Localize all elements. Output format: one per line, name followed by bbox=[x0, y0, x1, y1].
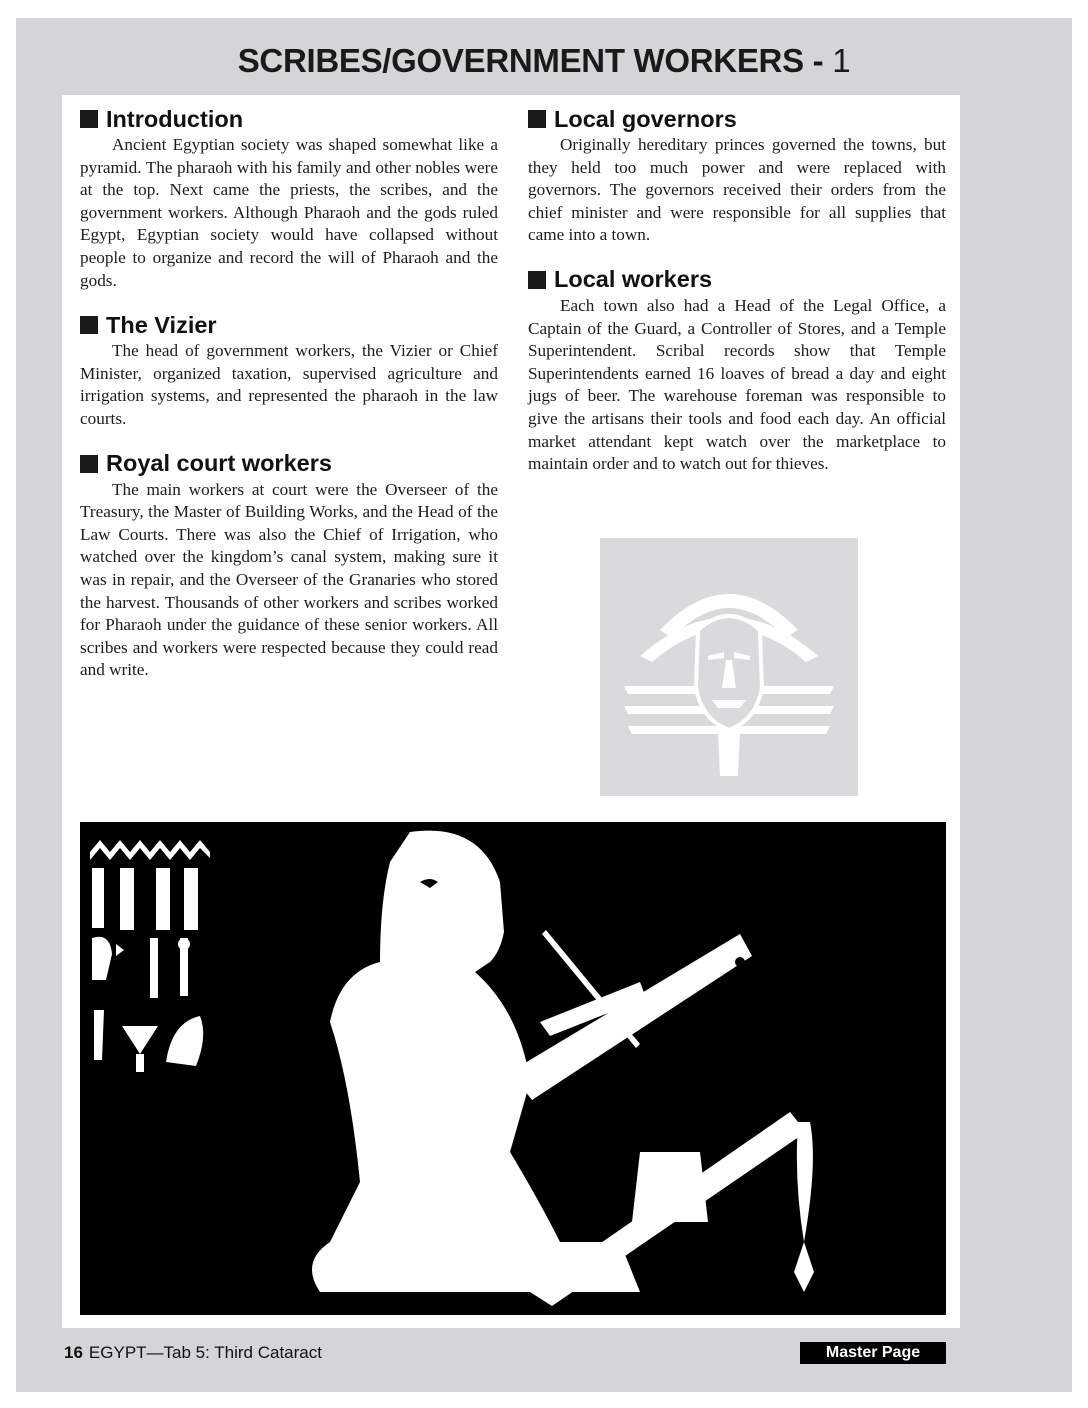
section-vizier bbox=[80, 310, 498, 430]
pharaoh-head-icon bbox=[600, 538, 858, 796]
right-column bbox=[528, 104, 946, 494]
section-local-workers bbox=[528, 265, 946, 476]
heading-text: The Vizier bbox=[106, 311, 217, 338]
section-heading bbox=[80, 104, 498, 134]
section-introduction bbox=[80, 104, 498, 292]
heading-text: Introduction bbox=[106, 105, 244, 132]
square-bullet-icon bbox=[528, 271, 546, 289]
section-heading bbox=[80, 310, 498, 340]
scribe-illustration bbox=[80, 822, 946, 1315]
book-title: EGYPT—Tab 5: Third Cataract bbox=[88, 1343, 322, 1362]
heading-text: Royal court workers bbox=[106, 450, 332, 477]
square-bullet-icon bbox=[80, 455, 98, 473]
section-body: Originally hereditary princes governed the towns, but they held too much power and were replaced with governors. The governors received their orders from the chief minister and were responsible for all supplies that came into a town. bbox=[528, 135, 946, 245]
section-heading bbox=[528, 104, 946, 134]
page-number: 16 bbox=[64, 1343, 83, 1362]
seated-scribe-icon bbox=[80, 822, 946, 1315]
section-body: Ancient Egyptian society was shaped somewhat like a pyramid. The pharaoh with his family and other nobles were at the top. Next came the priests, the scribes, and the government workers. Although Pharaoh and the gods ruled Egypt, Egyptian society would have collapsed without people to organize and record the will of Pharaoh and the gods. bbox=[80, 135, 498, 290]
left-column bbox=[80, 104, 498, 700]
section-royal-court bbox=[80, 449, 498, 682]
pharaoh-emblem bbox=[600, 538, 858, 796]
square-bullet-icon bbox=[80, 110, 98, 128]
page-title-text: SCRIBES/GOVERNMENT WORKERS - bbox=[237, 42, 833, 79]
section-body: The head of government workers, the Vizier or Chief Minister, organized taxation, supervised agriculture and irrigation systems, and represented the pharaoh in the law courts. bbox=[80, 341, 498, 428]
square-bullet-icon bbox=[80, 316, 98, 334]
page-title bbox=[16, 42, 1072, 80]
footer-book-info bbox=[64, 1343, 322, 1363]
section-heading bbox=[80, 449, 498, 479]
master-page-badge: Master Page bbox=[800, 1342, 946, 1364]
page-title-number: 1 bbox=[832, 42, 851, 79]
square-bullet-icon bbox=[528, 110, 546, 128]
section-local-governors bbox=[528, 104, 946, 247]
water-glyph bbox=[90, 840, 210, 860]
heading-text: Local workers bbox=[554, 266, 713, 293]
section-body: Each town also had a Head of the Legal Office, a Captain of the Guard, a Controller of Stores, and a Temple Superintendent. Scribal records show that Temple Superintendents earned 16 loaves of bread a day and eight jugs of beer. The warehouse foreman was responsible to give the artisans their tools and food each day. An official market attendant kept watch over the marketplace to maintain order and to watch out for thieves. bbox=[528, 295, 946, 474]
section-heading bbox=[528, 265, 946, 295]
section-body: The main workers at court were the Overseer of the Treasury, the Master of Building Works, and the Head of the Law Courts. There was also the Chief of Irrigation, who watched over the kingdom’s canal system, making sure it was in repair, and the Overseer of the Granaries who stored the harvest. Thousands of other workers and scribes worked for Pharaoh under the guidance of these senior workers. All scribes and workers were respected because they could read and write. bbox=[80, 479, 498, 680]
heading-text: Local governors bbox=[554, 105, 737, 132]
